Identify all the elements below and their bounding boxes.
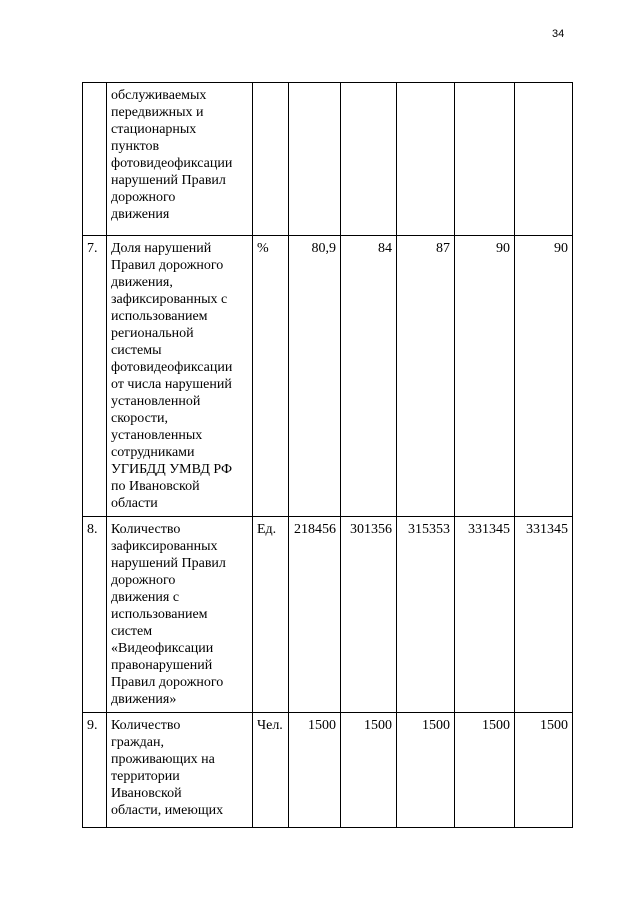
page-number: 34 [552, 28, 565, 40]
value-cell: 301356 [341, 517, 397, 713]
value-cell: 87 [397, 236, 455, 517]
unit-cell: % [253, 236, 289, 517]
value-cell: 84 [341, 236, 397, 517]
table-row [83, 517, 573, 713]
value-cell [397, 83, 455, 236]
value-cell: 1500 [341, 713, 397, 828]
value-cell [515, 83, 573, 236]
value-cell: 1500 [289, 713, 341, 828]
value-cell: 80,9 [289, 236, 341, 517]
indicator-name: Доля нарушений Правил дорожного движения, зафиксированных с использованием региональной системы фотовидеофиксации от числа нарушений установленной скорости, установленных сотрудниками УГИБДД УМВД РФ по Ивановской области [107, 236, 253, 517]
table-row [83, 236, 573, 517]
indicator-name: Количество зафиксированных нарушений Правил дорожного движения с использованием систем «Видеофиксации правонарушений Правил дорожного движения» [107, 517, 253, 713]
indicator-name: Количество граждан, проживающих на территории Ивановской области, имеющих [107, 713, 253, 828]
value-cell [289, 83, 341, 236]
value-cell: 218456 [289, 517, 341, 713]
table-row [83, 713, 573, 828]
indicators-table [82, 82, 573, 828]
value-cell [341, 83, 397, 236]
unit-cell: Чел. [253, 713, 289, 828]
row-number: 7. [83, 236, 107, 517]
value-cell: 1500 [455, 713, 515, 828]
table-row [83, 83, 573, 236]
value-cell: 315353 [397, 517, 455, 713]
unit-cell [253, 83, 289, 236]
value-cell [455, 83, 515, 236]
value-cell: 331345 [455, 517, 515, 713]
value-cell: 90 [455, 236, 515, 517]
value-cell: 331345 [515, 517, 573, 713]
value-cell: 1500 [515, 713, 573, 828]
value-cell: 90 [515, 236, 573, 517]
value-cell: 1500 [397, 713, 455, 828]
row-number [83, 83, 107, 236]
row-number: 8. [83, 517, 107, 713]
row-number: 9. [83, 713, 107, 828]
indicator-name: обслуживаемых передвижных и стационарных пунктов фотовидеофиксации нарушений Правил дорожного движения [107, 83, 253, 236]
unit-cell: Ед. [253, 517, 289, 713]
